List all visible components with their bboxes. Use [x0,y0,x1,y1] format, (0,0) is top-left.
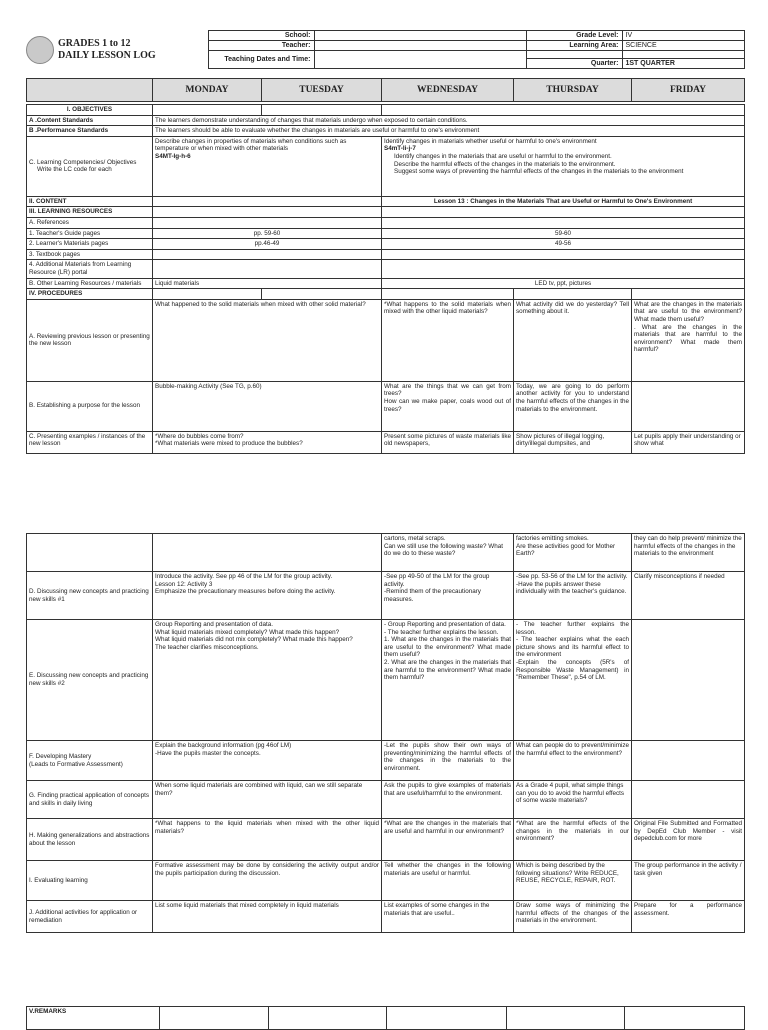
proc-d-thu: -See pp. 53-56 of the LM for the activity. -Have the pupils answer these individually with the teacher's guidance. [514,572,632,620]
blank-cell [153,105,262,116]
blank-cell [632,781,745,819]
cont-thu: factories emitting smokes. Are these activities good for Mother Earth? [514,534,632,572]
proc-i-label: I. Evaluating learning [27,861,153,901]
competency-code: S4mT-Ii-j-7 [384,145,416,153]
blank-cell [382,260,745,278]
other-resources-label: B. Other Learning Resources / materials [27,278,153,289]
proc-a-wed: *What happens to the solid materials when mixed with the other liquid materials? [382,299,514,381]
blank-cell [382,289,514,300]
form-title [58,38,156,62]
proc-j-wed: List examples of some changes in the materials that are useful.. [382,901,514,933]
deped-seal-icon [26,36,54,64]
procedures-label: IV. PROCEDURES [27,289,153,300]
tg-left: pp. 59-60 [153,228,382,239]
remarks-table [26,1006,745,1030]
blank-cell [382,249,745,260]
competencies-wed-fri [382,136,745,196]
learning-area-label: Learning Area: [526,41,622,51]
proc-e-mon: Group Reporting and presentation of data. What liquid materials mixed completely? What made this happen? What liquid materials did not mix completely? What made this happen? The teacher clarifies misconceptions. [153,620,382,741]
blank-cell [153,217,382,228]
proc-a-label: A. Reviewing previous lesson or presenting the new lesson [27,299,153,381]
lesson-table [26,104,745,454]
proc-g-label: G. Finding practical application of concepts and skills in daily living [27,781,153,819]
learning-area-value: SCIENCE [622,41,744,51]
proc-g-mon: When some liquid materials are combined with liquid, can we still separate them? [153,781,382,819]
textbook-label: 3. Textbook pages [27,249,153,260]
blank-cell [27,534,153,572]
performance-standards-text: The learners should be able to evaluate whether the changes in materials are useful or harmful to one's environment [153,126,745,137]
remarks-thursday[interactable] [507,1007,625,1030]
blank-cell [153,196,382,207]
competency-text: Describe changes in properties of materials when conditions such as temperature or when mixed with other materials [155,137,347,153]
blank-cell [153,289,262,300]
competencies-label: C. Learning Competencies/ Objectives [29,158,137,166]
day-thursday: THURSDAY [514,79,632,102]
teacher-field[interactable] [314,41,526,51]
quarter-label: Quarter: [526,59,622,69]
cont-wed: cartons, metal scraps. Can we still use the following waste? What do we do to these waste? [382,534,514,572]
proc-f-mon: Explain the background information (pg 46of LM) -Have the pupils master the concepts. [153,741,382,781]
blank-cell [382,207,745,218]
performance-standards-label: B .Performance Standards [27,126,153,137]
proc-j-thu: Draw some ways of minimizing the harmful effects of the changes of the materials in the environment. [514,901,632,933]
proc-i-wed: Tell whether the changes in the following materials are useful or harmful. [382,861,514,901]
proc-c-fri: Let pupils apply their understanding or show what [632,431,745,453]
references-label: A. References [27,217,153,228]
proc-c-label: C. Presenting examples / instances of the new lesson [27,431,153,453]
proc-c-mon: *Where do bubbles come from? *What materials were mixed to produce the bubbles? [153,431,382,453]
proc-h-thu: *What are the harmful effects of the changes in the materials in our environment? [514,819,632,861]
day-friday: FRIDAY [632,79,745,102]
proc-c-thu: Show pictures of illegal logging, dirty/illegal dumpsites, and [514,431,632,453]
proc-f-label: F. Developing Mastery (Leads to Formative Assessment) [27,741,153,781]
proc-e-thu: - The teacher further explains the lesson. - The teacher explains what the each picture shows and its harmful effect to the environment -Explain the concepts (5R's of Responsible Waste Management) in "Remember These", p.54 of LM. [514,620,632,741]
day-wednesday: WEDNESDAY [382,79,514,102]
remarks-monday[interactable] [160,1007,269,1030]
quarter-value: 1ST QUARTER [622,59,744,69]
proc-d-fri: Clarify misconceptions if needed [632,572,745,620]
competencies-label-cell [27,136,153,196]
remarks-label: V.REMARKS [27,1007,160,1030]
proc-d-wed: -See pp 49-50 of the LM for the group activity. -Remind them of the precautionary measures. [382,572,514,620]
lesson-table-continued [26,533,745,933]
competency-item: Describe the harmful effects of the changes in the materials to the environment. [394,160,616,168]
blank-cell [632,381,745,431]
remarks-tuesday[interactable] [269,1007,387,1030]
proc-a-mon: What happened to the solid materials when mixed with other solid material? [153,299,382,381]
blank-cell [153,249,382,260]
proc-a-fri: What are the changes in the materials that are useful to the environment? What made them useful? . What are the changes in the materials that are harmful to the environment? What made them harmful? [632,299,745,381]
competency-item: Identify changes in the materials that are useful or harmful to the environment. [394,152,612,160]
blank-cell [262,289,382,300]
blank-cell [27,79,153,102]
tg-label: 1. Teacher's Guide pages [27,228,153,239]
day-tuesday: TUESDAY [262,79,382,102]
cont-fri: they can do help prevent/ minimize the harmful effects of the changes in the materials to the environment [632,534,745,572]
blank-cell [622,51,744,59]
blank-cell [153,207,382,218]
proc-i-thu: Which is being described by the following situations? Write REDUCE, REUSE, RECYCLE, REPAIR, ROT. [514,861,632,901]
tg-right: 59-60 [382,228,745,239]
dates-label: Teaching Dates and Time: [208,51,314,69]
proc-j-label: J. Additional activities for application or remediation [27,901,153,933]
content-label: II. CONTENT [27,196,153,207]
dates-field[interactable] [314,51,526,69]
proc-a-thu: What activity did we do yesterday? Tell something about it. [514,299,632,381]
proc-b-wed: What are the things that we can get from trees? How can we make paper, coals wood out of trees? [382,381,514,431]
header-table [26,30,745,69]
blank-cell [382,105,745,116]
competency-text: Identify changes in materials whether useful or harmful to one's environment [384,137,597,145]
proc-g-wed: Ask the pupils to give examples of materials that are useful/harmful to the environment. [382,781,514,819]
proc-i-mon: Formative assessment may be done by considering the activity output and/or the pupils participation during the discussion. [153,861,382,901]
blank-cell [632,289,745,300]
grade-level-value: IV [622,31,744,41]
teacher-label: Teacher: [208,41,314,51]
blank-cell [632,741,745,781]
competencies-mon-tue [153,136,382,196]
proc-d-label: D. Discussing new concepts and practicing new skills #1 [27,572,153,620]
header-logo-cell [26,31,208,69]
lm-label: 2. Learner's Materials pages [27,239,153,250]
proc-h-mon: *What happens to the liquid materials when mixed with the other liquid materials? [153,819,382,861]
proc-g-thu: As a Grade 4 pupil, what simple things can you do to avoid the harmful effects of some waste materials? [514,781,632,819]
proc-j-mon: List some liquid materials that mixed completely in liquid materials [153,901,382,933]
title-line-1: GRADES 1 to 12 [58,37,131,49]
additional-materials-label: 4. Additional Materials from Learning Resource (LR) portal [27,260,153,278]
competencies-sub: Write the LC code for each [37,166,112,174]
school-label: School: [208,31,314,41]
lm-left: pp.46-49 [153,239,382,250]
blank-cell [514,289,632,300]
blank-cell [526,51,622,59]
day-monday: MONDAY [153,79,262,102]
remarks-friday[interactable] [625,1007,745,1030]
content-standards-text: The learners demonstrate understanding of changes that materials undergo when exposed to certain conditions. [153,115,745,126]
other-resources-left: Liquid materials [153,278,382,289]
blank-cell [153,260,382,278]
competency-code: S4MT-Ig-h-6 [155,152,191,160]
proc-e-label: E. Discussing new concepts and practicing new skills #2 [27,620,153,741]
competency-item: Suggest some ways of preventing the harmful effects of the changes in the materials to the environment [394,168,684,176]
proc-c-wed: Present some pictures of waste materials like old newspapers, [382,431,514,453]
blank-cell [382,217,745,228]
proc-f-wed: -Let the pupils show their own ways of preventing/minimizing the harmful effects of the changes in the materials to the environment. [382,741,514,781]
proc-e-wed: - Group Reporting and presentation of data. - The teacher further explains the lesson. 1. What are the changes in the materials that are useful to the environment? What made them useful? 2. What are the changes in the materials that are harmful to the environment? What made them harmful? [382,620,514,741]
proc-f-thu: What can people do to prevent/minimize the harmful effect to the environment? [514,741,632,781]
learning-resources-label: III. LEARNING RESOURCES [27,207,153,218]
proc-h-wed: *What are the changes in the materials that are useful and harmful in our environment? [382,819,514,861]
blank-cell [153,534,382,572]
objectives-heading: I. OBJECTIVES [27,105,153,116]
days-header [26,78,745,102]
other-resources-right: LED tv, ppt, pictures [382,278,745,289]
title-line-2: DAILY LESSON LOG [58,49,156,61]
blank-cell [632,620,745,741]
proc-b-label: B. Establishing a purpose for the lesson [27,381,153,431]
school-field[interactable] [314,31,526,41]
proc-i-fri: The group performance in the activity / task given [632,861,745,901]
content-value: Lesson 13 : Changes in the Materials That are Useful or Harmful to One's Environment [382,196,745,207]
remarks-wednesday[interactable] [387,1007,507,1030]
proc-b-thu: Today, we are going to do perform another activity for you to understand the harmful effects of the changes in the materials to the environment. [514,381,632,431]
proc-d-mon: Introduce the activity. See pp 46 of the LM for the group activity. Lesson 12: Activity 3 Emphasize the precautionary measures before doing the activity. [153,572,382,620]
content-standards-label: A .Content Standards [27,115,153,126]
blank-cell [262,105,382,116]
proc-j-fri: Prepare for a performance assessment. [632,901,745,933]
proc-h-label: H. Making generalizations and abstractions about the lesson [27,819,153,861]
grade-level-label: Grade Level: [526,31,622,41]
proc-b-mon: Bubble-making Activity (See TG, p.60) [153,381,382,431]
lm-right: 49-56 [382,239,745,250]
proc-h-fri: Original File Submitted and Formatted by DepEd Club Member - visit depedclub.com for more [632,819,745,861]
